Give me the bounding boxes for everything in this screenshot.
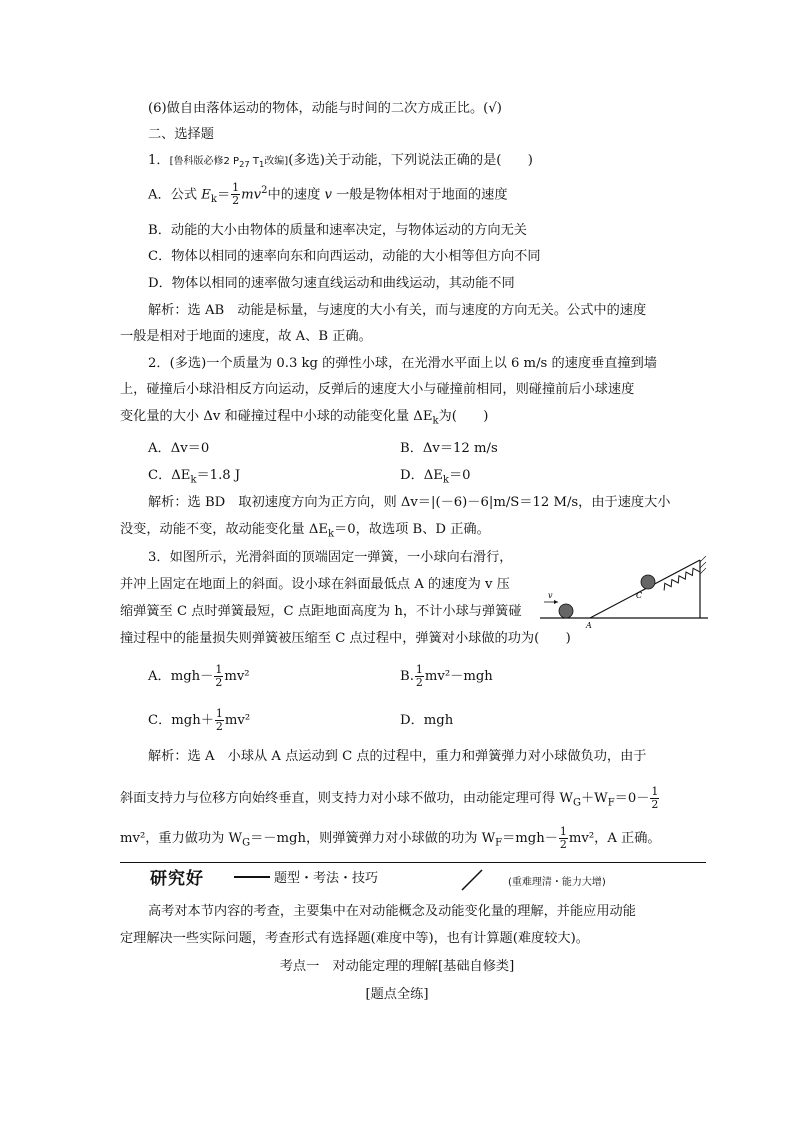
question-2-option-c: C．$\Delta E_k=1.8$ J — [148, 468, 241, 486]
question-3-answer-line-2: 斜面支持力与位移方向始终垂直，则支持力对小球不做功，由动能定理可得 $W_G+W_F=0-$ $\frac{1}{2}$ — [120, 785, 659, 811]
slash-divider-icon — [458, 868, 488, 892]
question-2-answer-line-1: 解析：选 BD 取初速度方向为正方向，则 Δv＝|(－6)－6|m/S＝12 M/s，由于速度大小 — [148, 495, 671, 510]
banner-subtitle: 题型・考法・技巧 — [274, 871, 379, 886]
topic-subheading: [题点全练] — [365, 987, 429, 1002]
question-3-answer-line-1: 解析：选 A 小球从 A 点运动到 C 点的过程中，重力和弹簧弹力对小球做负功，由于 — [148, 749, 647, 764]
hatching — [700, 556, 706, 574]
intro-paragraph-line-1: 高考对本节内容的考查，主要集中在对动能概念及动能变化量的理解，并能应用动能 — [148, 904, 636, 919]
incline-surface — [590, 560, 700, 618]
question-2-line-1: 2．(多选)一个质量为 0.3 kg 的弹性小球，在光滑水平面上以 6 m/s 的速度垂直撞到墙 — [148, 356, 657, 371]
question-3-line-2: 并冲上固定在地面上的斜面。设小球在斜面最低点 A 的速度为 v 压 — [120, 577, 510, 592]
statement-6: (6)做自由落体运动的物体，动能与时间的二次方成正比。(√) — [148, 101, 502, 116]
question-3-option-c: C．mgh＋ $\frac{1}{2}$ mv² — [148, 707, 251, 733]
question-1-option-b: B．动能的大小由物体的质量和速率决定，与物体运动的方向无关 — [148, 223, 527, 238]
arrow-head-icon — [554, 600, 558, 604]
question-1-stem: 1．[鲁科版必修2 $P_{27}$ $T_1$改编](多选)关于动能，下列说法正确的是( ) — [148, 153, 533, 169]
question-3-line-3: 缩弹簧至 C 点时弹簧最短，C 点距地面高度为 h，不计小球与弹簧碰 — [120, 604, 522, 619]
ball-at-c — [641, 575, 655, 589]
banner-rule — [120, 862, 706, 863]
section-heading-choice: 二、选择题 — [148, 127, 214, 142]
question-1-option-a: A．公式 $E_k=$ $\frac{1}{2}$ $mv^2$中的速度 v 一般是物体相对于地面的速度 — [148, 181, 508, 208]
label-a: A — [586, 621, 592, 630]
fraction: $\frac{1}{2}$ — [232, 181, 240, 208]
question-2-line-2: 上，碰撞后小球沿相反方向运动，反弹后的速度大小与碰撞前相同，则碰撞前后小球速度 — [120, 382, 635, 397]
section-banner — [120, 862, 706, 890]
question-3-option-b: B. $\frac{1}{2}$ mv²－mgh — [400, 663, 493, 689]
question-3-option-a: A．mgh－ $\frac{1}{2}$ mv² — [148, 663, 250, 689]
banner-dash — [234, 876, 270, 878]
question-2-option-d: D．$\Delta E_k=0$ — [400, 468, 471, 486]
question-1-answer-line-1: 解析：选 AB 动能是标量，与速度的大小有关，而与速度的方向无关。公式中的速度 — [148, 303, 647, 318]
banner-title: 研究好 — [150, 869, 204, 889]
topic-heading: 考点一 对动能定理的理解[基础自修类] — [279, 959, 515, 974]
incline-spring-figure — [540, 552, 710, 630]
banner-tagline: (重难理清・能力大增) — [508, 877, 606, 888]
question-2-option-a: A．Δv＝0 — [148, 441, 210, 456]
question-3-line-1: 3．如图所示，光滑斜面的顶端固定一弹簧，一小球向右滑行， — [148, 550, 513, 565]
question-1-answer-line-2: 一般是相对于地面的速度，故 A、B 正确。 — [120, 329, 372, 344]
question-2-option-b: B．Δv＝12 m/s — [400, 441, 498, 456]
question-1-option-c: C．物体以相同的速率向东和向西运动，动能的大小相等但方向不同 — [148, 249, 541, 264]
question-3-line-4: 撞过程中的能量损失则弹簧被压缩至 C 点过程中，弹簧对小球做的功为( ) — [120, 631, 571, 646]
ball-at-bottom — [559, 604, 573, 618]
label-v: v — [548, 591, 553, 600]
intro-paragraph-line-2: 定理解决一些实际问题，考查形式有选择题(难度中等)，也有计算题(难度较大)。 — [120, 931, 589, 946]
question-1-option-d: D．物体以相同的速率做匀速直线运动和曲线运动，其动能不同 — [148, 276, 515, 291]
label-c: C — [636, 591, 643, 600]
question-3-option-d: D．mgh — [400, 713, 454, 728]
question-3-answer-line-3: mv²，重力做功为 $W_G=-mgh$，则弹簧弹力对小球做的功为 $W_F=mgh-$ $\frac{1}{2}$ mv²，A 正确。 — [120, 825, 661, 851]
question-2-line-3: 变化量的大小 Δv 和碰撞过程中小球的动能变化量 $\Delta E_k$为( ) — [120, 409, 489, 427]
question-2-answer-line-2: 没变，动能不变，故动能变化量 $\Delta E_k=0$，故选项 B、D 正确。 — [120, 522, 490, 540]
